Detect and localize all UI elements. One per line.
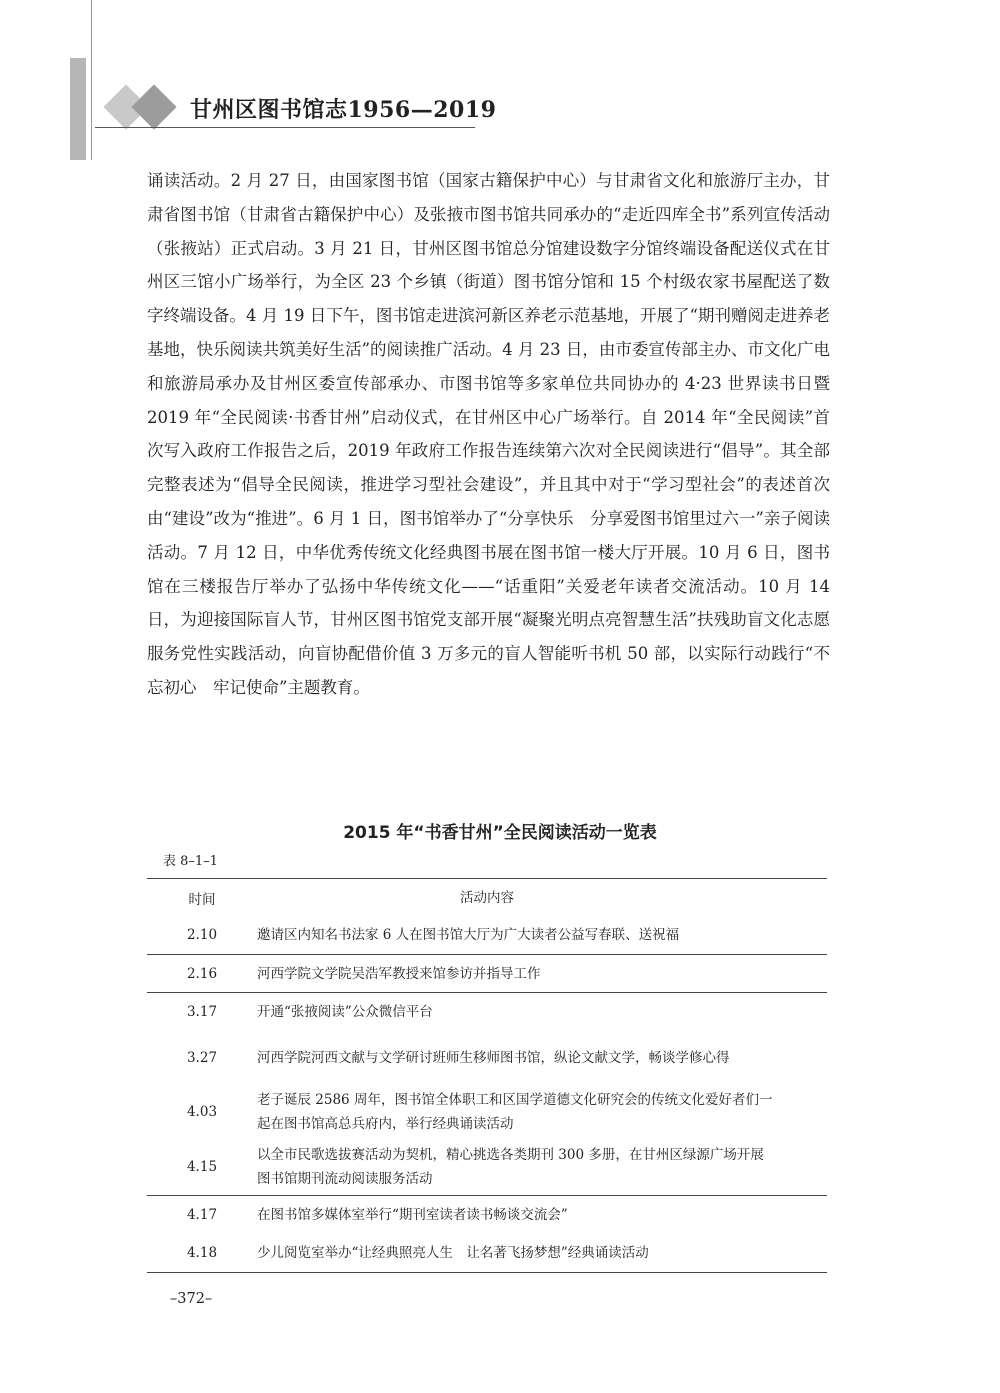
body-text	[147, 164, 830, 705]
margin-rule	[91, 0, 92, 160]
table-row	[147, 993, 827, 1031]
table-title: 2015 年“书香甘州”全民阅读活动一览表	[343, 823, 657, 843]
row-activity: 开通“张掖阅读”公众微信平台	[257, 1004, 433, 1020]
row-activity: 以全市民歌选拔赛活动为契机，精心挑选各类期刊 300 多册，在甘州区绿源广场开展图书馆期刊流动阅读服务活动	[257, 1147, 764, 1187]
row-activity: 河西学院河西文献与文学研讨班师生移师图书馆，纵论文献文学，畅谈学修心得	[257, 1050, 730, 1066]
header-activity: 活动内容	[460, 889, 514, 906]
row-activity: 邀请区内知名书法家 6 人在图书馆大厅为广大读者公益写春联、送祝福	[257, 927, 680, 943]
table-row	[147, 916, 827, 954]
table-header-row	[147, 879, 827, 916]
activity-table	[147, 878, 827, 1273]
row-time: 4.15	[186, 1159, 218, 1175]
row-time: 4.17	[186, 1207, 218, 1223]
header-decor-bar	[70, 58, 86, 160]
header-time: 时间	[188, 891, 216, 908]
table-bottom-rule	[147, 1272, 827, 1273]
table-row	[147, 1031, 827, 1085]
table-row	[147, 1139, 827, 1195]
row-time: 3.17	[186, 1004, 218, 1020]
row-time: 4.18	[186, 1245, 218, 1261]
running-header-title: 甘州区图书馆志1956—2019	[190, 97, 497, 123]
row-time: 4.03	[186, 1104, 218, 1120]
table-row	[147, 955, 827, 992]
row-activity: 少儿阅览室举办“让经典照亮人生 让名著飞扬梦想”经典诵读活动	[257, 1245, 649, 1261]
header-rule	[95, 127, 475, 128]
table-row	[147, 1196, 827, 1234]
row-time: 2.10	[186, 927, 218, 943]
body-paragraph: 诵读活动。2 月 27 日，由国家图书馆（国家古籍保护中心）与甘肃省文化和旅游厅主办，甘肃省图书馆（甘肃省古籍保护中心）及张掖市图书馆共同承办的“走近四库全书”系列宣传活动（张掖站）正式启动。3 月 21 日，甘州区图书馆总分馆建设数字分馆终端设备配送仪式在甘州区三馆小广场举行，为全区 23 个乡镇（街道）图书馆分馆和 15 个村级农家书屋配送了数字终端设备。4 月 19 日下午，图书馆走进滨河新区养老示范基地，开展了“期刊赠阅走进养老基地，快乐阅读共筑美好生活”的阅读推广活动。4 月 23 日，由市委宣传部主办、市文化广电和旅游局承办及甘州区委宣传部承办、市图书馆等多家单位共同协办的 4·23 世界读书日暨 2019 年“全民阅读·书香甘州”启动仪式，在甘州区中心广场举行。自 2014 年“全民阅读”首次写入政府工作报告之后，2019 年政府工作报告连续第六次对全民阅读进行“倡导”。其全部完整表述为“倡导全民阅读，推进学习型社会建设”，并且其中对于“学习型社会”的表述首次由“建设”改为“推进”。6 月 1 日，图书馆举办了“分享快乐 分享爱图书馆里过六一”亲子阅读活动。7 月 12 日，中华优秀传统文化经典图书展在图书馆一楼大厅开展。10 月 6 日，图书馆在三楼报告厅举办了弘扬中华传统文化——“话重阳”关爱老年读者交流活动。10 月 14 日，为迎接国际盲人节，甘州区图书馆党支部开展“凝聚光明点亮智慧生活”扶残助盲文化志愿服务党性实践活动，向盲协配借价值 3 万多元的盲人智能听书机 50 部，以实际行动践行“不忘初心 牢记使命”主题教育。	[147, 171, 830, 697]
row-time: 3.27	[186, 1050, 218, 1066]
row-activity: 老子诞辰 2586 周年，图书馆全体职工和区国学道德文化研究会的传统文化爱好者们一起在图书馆高总兵府内，举行经典诵读活动	[257, 1092, 773, 1132]
header-diamond-dark	[131, 84, 176, 129]
row-activity: 在图书馆多媒体室举行“期刊室读者读书畅谈交流会”	[257, 1207, 568, 1223]
table-row	[147, 1234, 827, 1272]
page-number: –372–	[170, 1291, 213, 1307]
row-activity: 河西学院文学院吴浩军教授来馆参访并指导工作	[257, 965, 541, 982]
table-row	[147, 1085, 827, 1139]
table-number: 表 8–1–1	[163, 854, 218, 869]
row-time: 2.16	[186, 965, 218, 982]
